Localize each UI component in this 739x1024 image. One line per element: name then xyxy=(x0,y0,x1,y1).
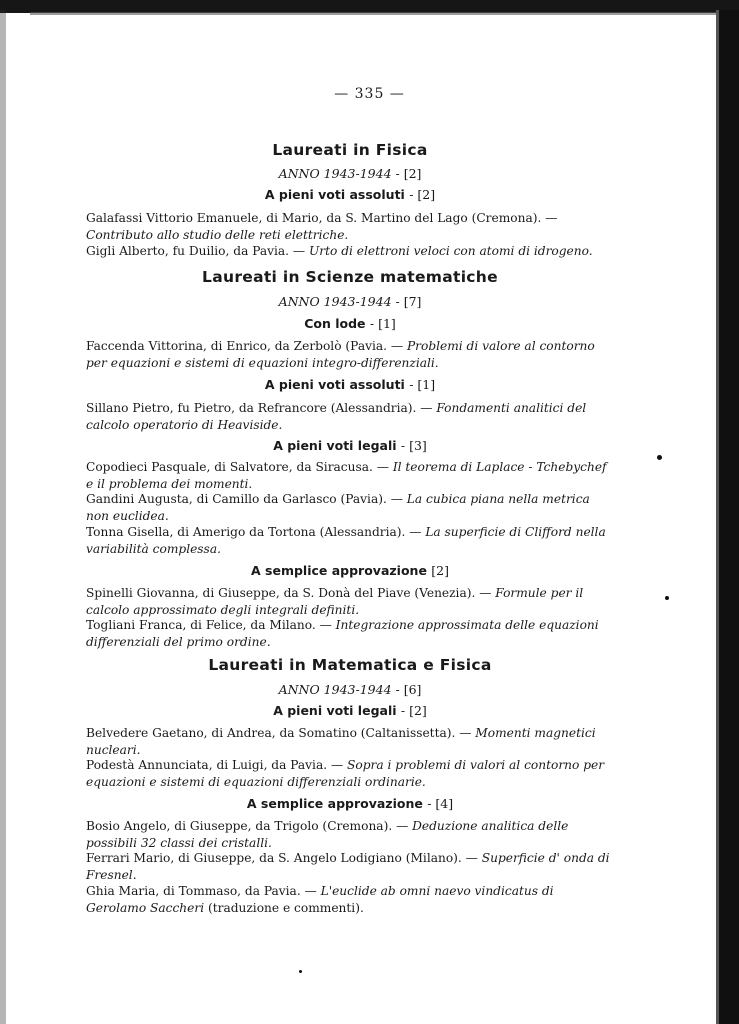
section-title-scienze-matematiche: Laureati in Scienze matematiche xyxy=(202,268,498,286)
section-title-matematica-fisica: Laureati in Matematica e Fisica xyxy=(208,656,492,674)
grade-heading: A semplice approvazione [2] xyxy=(251,563,449,578)
page-number: — 335 — xyxy=(334,86,405,102)
scan-speck xyxy=(665,596,669,600)
graduate-entry: Gandini Augusta, di Camillo da Garlasco (Pavia). — La cubica piana nella metrica non euclidea. xyxy=(86,492,590,523)
graduate-entry: Gigli Alberto, fu Duilio, da Pavia. — Urto di elettroni veloci con atomi di idrogeno. xyxy=(86,244,593,258)
graduate-entry: Tonna Gisella, di Amerigo da Tortona (Alessandria). — La superficie di Clifford nella variabilità complessa. xyxy=(86,525,606,556)
graduate-entry: Ghia Maria, di Tommaso, da Pavia. — L'euclide ab omni naevo vindicatus di Gerolamo Saccheri (traduzione e commenti). xyxy=(86,884,554,915)
graduate-entry: Bosio Angelo, di Giuseppe, da Trigolo (Cremona). — Deduzione analitica delle possibili 32 classi dei cristalli. xyxy=(86,819,569,850)
grade-heading: A pieni voti legali - [3] xyxy=(273,438,427,453)
grade-heading: Con lode - [1] xyxy=(304,316,396,331)
grade-heading: A semplice approvazione - [4] xyxy=(246,796,454,811)
graduate-entry: Copodieci Pasquale, di Salvatore, da Siracusa. — Il teorema di Laplace - Tchebychef e il problema dei momenti. xyxy=(86,460,607,491)
academic-year: ANNO 1943-1944 - [6] xyxy=(278,682,422,697)
grade-heading: A pieni voti legali - [2] xyxy=(273,703,427,718)
scan-speck xyxy=(657,455,662,460)
graduate-entry: Spinelli Giovanna, di Giuseppe, da S. Donà del Piave (Venezia). — Formule per il calcolo approssimato degli integrali definiti. xyxy=(86,586,584,617)
graduate-entry: Sillano Pietro, fu Pietro, da Refrancore (Alessandria). — Fondamenti analitici del calcolo operatorio di Heaviside. xyxy=(86,401,587,432)
academic-year: ANNO 1943-1944 - [7] xyxy=(278,294,422,309)
graduate-entry: Ferrari Mario, di Giuseppe, da S. Angelo Lodigiano (Milano). — Superficie d' onda di Fresnel. xyxy=(86,851,610,882)
graduate-entry: Belvedere Gaetano, di Andrea, da Somatino (Caltanissetta). — Momenti magnetici nucleari. xyxy=(86,726,596,757)
scan-speck xyxy=(299,970,302,973)
grade-heading: A pieni voti assoluti - [1] xyxy=(264,377,436,392)
graduate-entry: Togliani Franca, di Felice, da Milano. — Integrazione approssimata delle equazioni differenziali del primo ordine. xyxy=(86,618,599,649)
grade-heading: A pieni voti assoluti - [2] xyxy=(264,187,436,202)
graduate-entry: Galafassi Vittorio Emanuele, di Mario, da S. Martino del Lago (Cremona). — Contributo allo studio delle reti elettriche. xyxy=(86,211,558,242)
graduate-entry: Podestà Annunciata, di Luigi, da Pavia. — Sopra i problemi di valori al contorno per equazioni e sistemi di equazioni differenziali ordinarie. xyxy=(86,758,605,789)
graduate-entry: Faccenda Vittorina, di Enrico, da Zerbolò (Pavia. — Problemi di valore al contorno per equazioni e sistemi di equazioni integro-differenziali. xyxy=(86,339,595,370)
academic-year: ANNO 1943-1944 - [2] xyxy=(278,166,422,181)
section-title-fisica: Laureati in Fisica xyxy=(272,141,428,159)
